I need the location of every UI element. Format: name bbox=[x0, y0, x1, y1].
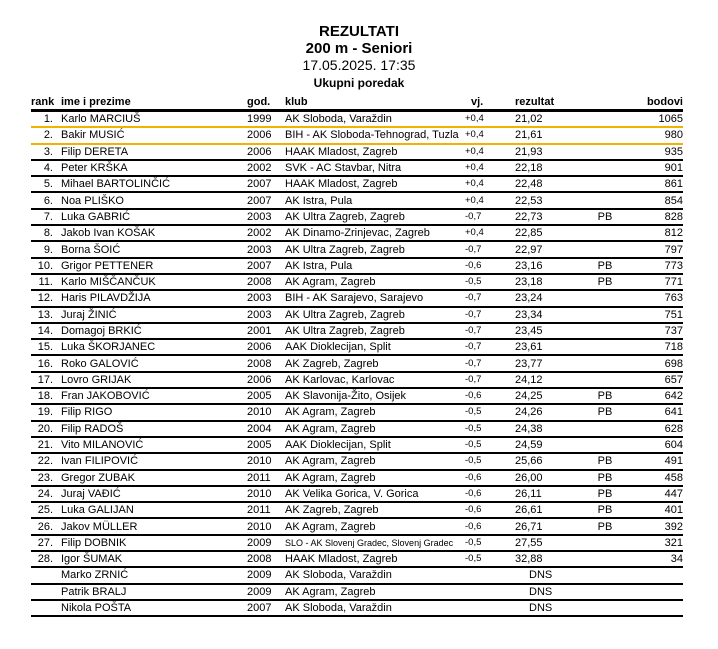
wind-cell: +0,4 bbox=[465, 127, 515, 143]
year-cell: 1999 bbox=[247, 111, 285, 128]
year-cell: 2006 bbox=[247, 339, 285, 355]
points-cell: 491 bbox=[635, 453, 683, 469]
wind-cell: -0,6 bbox=[465, 388, 515, 404]
note-cell bbox=[575, 551, 635, 567]
table-row bbox=[31, 290, 683, 306]
points-cell: 771 bbox=[635, 274, 683, 290]
rank-cell: 10. bbox=[31, 258, 57, 274]
rank-cell: 7. bbox=[31, 209, 57, 225]
rank-cell: 23. bbox=[31, 470, 57, 486]
rank-cell bbox=[31, 600, 57, 616]
points-cell: 935 bbox=[635, 144, 683, 160]
name-cell: Luka GABRIĆ bbox=[57, 209, 247, 225]
result-cell: 26,11 bbox=[515, 486, 575, 502]
result-cell: 24,59 bbox=[515, 437, 575, 453]
note-cell bbox=[575, 290, 635, 306]
table-row bbox=[31, 600, 683, 616]
year-cell: 2007 bbox=[247, 600, 285, 616]
note-cell: PB bbox=[575, 404, 635, 420]
table-row bbox=[31, 437, 683, 453]
table-row bbox=[31, 551, 683, 567]
note-cell: PB bbox=[575, 453, 635, 469]
table-header-row bbox=[31, 95, 683, 111]
result-cell: 22,53 bbox=[515, 192, 575, 208]
note-cell bbox=[575, 225, 635, 241]
name-cell: Filip DERETA bbox=[57, 144, 247, 160]
points-cell: 854 bbox=[635, 192, 683, 208]
note-cell bbox=[575, 307, 635, 323]
rank-cell: 19. bbox=[31, 404, 57, 420]
wind-cell: -0,7 bbox=[465, 241, 515, 257]
year-cell: 2009 bbox=[247, 584, 285, 600]
wind-cell: +0,4 bbox=[465, 192, 515, 208]
name-cell: Patrik BRALJ bbox=[57, 584, 247, 600]
wind-cell: -0,5 bbox=[465, 404, 515, 420]
wind-cell: -0,6 bbox=[465, 486, 515, 502]
club-cell: AK Sloboda, Varaždin bbox=[285, 111, 465, 128]
wind-cell: -0,7 bbox=[465, 290, 515, 306]
result-cell: 23,61 bbox=[515, 339, 575, 355]
wind-cell: -0,5 bbox=[465, 274, 515, 290]
name-cell: Lovro GRIJAK bbox=[57, 372, 247, 388]
table-row bbox=[31, 453, 683, 469]
points-cell: 812 bbox=[635, 225, 683, 241]
name-cell: Marko ZRNIĆ bbox=[57, 567, 247, 583]
club-cell: AAK Dioklecijan, Split bbox=[285, 339, 465, 355]
col-note bbox=[575, 95, 635, 111]
wind-cell bbox=[465, 600, 515, 616]
note-cell: PB bbox=[575, 274, 635, 290]
table-row bbox=[31, 111, 683, 128]
table-row bbox=[31, 502, 683, 518]
result-cell: 22,18 bbox=[515, 160, 575, 176]
year-cell: 2008 bbox=[247, 274, 285, 290]
club-cell: AK Istra, Pula bbox=[285, 258, 465, 274]
wind-cell: -0,6 bbox=[465, 502, 515, 518]
points-cell: 401 bbox=[635, 502, 683, 518]
rank-cell: 15. bbox=[31, 339, 57, 355]
name-cell: Karlo MARCIUŠ bbox=[57, 111, 247, 128]
note-cell bbox=[575, 192, 635, 208]
note-cell bbox=[575, 600, 635, 616]
name-cell: Gregor ZUBAK bbox=[57, 470, 247, 486]
col-year: god. bbox=[247, 95, 285, 111]
result-cell: 24,26 bbox=[515, 404, 575, 420]
note-cell bbox=[575, 355, 635, 371]
table-row bbox=[31, 372, 683, 388]
result-cell: 25,66 bbox=[515, 453, 575, 469]
results-table bbox=[31, 95, 683, 617]
col-result: rezultat bbox=[515, 95, 575, 111]
rank-cell: 17. bbox=[31, 372, 57, 388]
club-cell: BIH - AK Sloboda-Tehnograd, Tuzla bbox=[285, 127, 465, 143]
name-cell: Nikola POŠTA bbox=[57, 600, 247, 616]
table-row bbox=[31, 225, 683, 241]
note-cell: PB bbox=[575, 258, 635, 274]
result-cell: 26,00 bbox=[515, 470, 575, 486]
name-cell: Borna ŠOIĆ bbox=[57, 241, 247, 257]
results-title: REZULTATI bbox=[319, 23, 399, 40]
rank-cell: 11. bbox=[31, 274, 57, 290]
name-cell: Domagoj BRKIĆ bbox=[57, 323, 247, 339]
year-cell: 2008 bbox=[247, 355, 285, 371]
wind-cell: -0,7 bbox=[465, 209, 515, 225]
rank-cell: 5. bbox=[31, 176, 57, 192]
club-cell: AK Agram, Zagreb bbox=[285, 584, 465, 600]
note-cell bbox=[575, 127, 635, 143]
note-cell: PB bbox=[575, 209, 635, 225]
year-cell: 2005 bbox=[247, 437, 285, 453]
points-cell: 901 bbox=[635, 160, 683, 176]
year-cell: 2007 bbox=[247, 258, 285, 274]
note-cell bbox=[575, 567, 635, 583]
points-cell: 718 bbox=[635, 339, 683, 355]
name-cell: Filip RIGO bbox=[57, 404, 247, 420]
wind-cell: -0,6 bbox=[465, 470, 515, 486]
rank-cell: 3. bbox=[31, 144, 57, 160]
result-cell: DNS bbox=[515, 600, 575, 616]
name-cell: Luka ŠKORJANEC bbox=[57, 339, 247, 355]
rank-cell: 25. bbox=[31, 502, 57, 518]
result-cell: 22,85 bbox=[515, 225, 575, 241]
table-row bbox=[31, 258, 683, 274]
wind-cell: -0,5 bbox=[465, 551, 515, 567]
name-cell: Juraj ŽINIĆ bbox=[57, 307, 247, 323]
note-cell bbox=[575, 421, 635, 437]
wind-cell: +0,4 bbox=[465, 111, 515, 128]
year-cell: 2009 bbox=[247, 535, 285, 551]
year-cell: 2003 bbox=[247, 209, 285, 225]
note-cell: PB bbox=[575, 502, 635, 518]
points-cell: 751 bbox=[635, 307, 683, 323]
note-cell: PB bbox=[575, 518, 635, 534]
points-cell: 1065 bbox=[635, 111, 683, 128]
wind-cell: -0,5 bbox=[465, 437, 515, 453]
table-row bbox=[31, 404, 683, 420]
points-cell: 861 bbox=[635, 176, 683, 192]
year-cell: 2011 bbox=[247, 470, 285, 486]
points-cell: 828 bbox=[635, 209, 683, 225]
points-cell: 321 bbox=[635, 535, 683, 551]
wind-cell: -0,5 bbox=[465, 453, 515, 469]
rank-cell: 20. bbox=[31, 421, 57, 437]
table-row bbox=[31, 192, 683, 208]
points-cell bbox=[635, 600, 683, 616]
wind-cell bbox=[465, 567, 515, 583]
table-row bbox=[31, 355, 683, 371]
col-club: klub bbox=[285, 95, 465, 111]
year-cell: 2010 bbox=[247, 486, 285, 502]
rank-cell: 22. bbox=[31, 453, 57, 469]
rank-cell bbox=[31, 584, 57, 600]
club-cell: SVK - AC Stavbar, Nitra bbox=[285, 160, 465, 176]
wind-cell: +0,4 bbox=[465, 225, 515, 241]
event-datetime: 17.05.2025. 17:35 bbox=[302, 57, 416, 73]
year-cell: 2003 bbox=[247, 307, 285, 323]
name-cell: Grigor PETTENER bbox=[57, 258, 247, 274]
wind-cell: -0,7 bbox=[465, 307, 515, 323]
year-cell: 2009 bbox=[247, 567, 285, 583]
wind-cell: -0,7 bbox=[465, 355, 515, 371]
result-cell: 21,93 bbox=[515, 144, 575, 160]
club-cell: HAAK Mladost, Zagreb bbox=[285, 144, 465, 160]
note-cell bbox=[575, 241, 635, 257]
note-cell: PB bbox=[575, 486, 635, 502]
points-cell: 458 bbox=[635, 470, 683, 486]
club-cell: AK Ultra Zagreb, Zagreb bbox=[285, 241, 465, 257]
club-cell: AK Istra, Pula bbox=[285, 192, 465, 208]
year-cell: 2010 bbox=[247, 518, 285, 534]
wind-cell: -0,5 bbox=[465, 535, 515, 551]
rank-cell bbox=[31, 567, 57, 583]
year-cell: 2004 bbox=[247, 421, 285, 437]
year-cell: 2002 bbox=[247, 225, 285, 241]
table-row bbox=[31, 160, 683, 176]
points-cell: 642 bbox=[635, 388, 683, 404]
wind-cell: +0,4 bbox=[465, 144, 515, 160]
year-cell: 2010 bbox=[247, 404, 285, 420]
club-cell: AAK Dioklecijan, Split bbox=[285, 437, 465, 453]
points-cell: 34 bbox=[635, 551, 683, 567]
result-cell: 26,71 bbox=[515, 518, 575, 534]
table-row bbox=[31, 127, 683, 143]
points-cell: 698 bbox=[635, 355, 683, 371]
club-cell: HAAK Mladost, Zagreb bbox=[285, 176, 465, 192]
note-cell bbox=[575, 437, 635, 453]
club-cell: AK Agram, Zagreb bbox=[285, 274, 465, 290]
table-row bbox=[31, 518, 683, 534]
club-cell: AK Ultra Zagreb, Zagreb bbox=[285, 323, 465, 339]
note-cell bbox=[575, 160, 635, 176]
points-cell bbox=[635, 567, 683, 583]
name-cell: Fran JAKOBOVIĆ bbox=[57, 388, 247, 404]
year-cell: 2011 bbox=[247, 502, 285, 518]
points-cell: 447 bbox=[635, 486, 683, 502]
name-cell: Luka GALIJAN bbox=[57, 502, 247, 518]
club-cell: BIH - AK Sarajevo, Sarajevo bbox=[285, 290, 465, 306]
table-row bbox=[31, 584, 683, 600]
points-cell: 773 bbox=[635, 258, 683, 274]
note-cell bbox=[575, 111, 635, 128]
name-cell: Bakir MUSIĆ bbox=[57, 127, 247, 143]
table-row bbox=[31, 209, 683, 225]
rank-cell: 27. bbox=[31, 535, 57, 551]
name-cell: Filip RADOŠ bbox=[57, 421, 247, 437]
event-name: 200 m - Seniori bbox=[305, 40, 413, 57]
club-cell: AK Agram, Zagreb bbox=[285, 453, 465, 469]
wind-cell: -0,7 bbox=[465, 339, 515, 355]
result-cell: 21,61 bbox=[515, 127, 575, 143]
result-cell: 23,24 bbox=[515, 290, 575, 306]
name-cell: Filip DOBNIK bbox=[57, 535, 247, 551]
rank-cell: 21. bbox=[31, 437, 57, 453]
result-cell: 26,61 bbox=[515, 502, 575, 518]
points-cell: 628 bbox=[635, 421, 683, 437]
rank-cell: 8. bbox=[31, 225, 57, 241]
club-cell: AK Velika Gorica, V. Gorica bbox=[285, 486, 465, 502]
result-cell: 24,38 bbox=[515, 421, 575, 437]
year-cell: 2002 bbox=[247, 160, 285, 176]
name-cell: Igor ŠUMAK bbox=[57, 551, 247, 567]
result-cell: 23,77 bbox=[515, 355, 575, 371]
note-cell: PB bbox=[575, 388, 635, 404]
rank-cell: 6. bbox=[31, 192, 57, 208]
name-cell: Peter KRŠKA bbox=[57, 160, 247, 176]
table-row bbox=[31, 535, 683, 551]
table-row bbox=[31, 470, 683, 486]
table-row bbox=[31, 241, 683, 257]
club-cell: AK Agram, Zagreb bbox=[285, 470, 465, 486]
rank-cell: 9. bbox=[31, 241, 57, 257]
rank-cell: 12. bbox=[31, 290, 57, 306]
points-cell bbox=[635, 584, 683, 600]
rank-cell: 16. bbox=[31, 355, 57, 371]
note-cell: PB bbox=[575, 470, 635, 486]
note-cell bbox=[575, 584, 635, 600]
club-cell: HAAK Mladost, Zagreb bbox=[285, 551, 465, 567]
points-cell: 657 bbox=[635, 372, 683, 388]
club-cell: AK Ultra Zagreb, Zagreb bbox=[285, 307, 465, 323]
note-cell bbox=[575, 535, 635, 551]
rank-cell: 14. bbox=[31, 323, 57, 339]
wind-cell: -0,6 bbox=[465, 258, 515, 274]
wind-cell: -0,7 bbox=[465, 372, 515, 388]
col-rank: rank bbox=[31, 95, 57, 111]
col-name: ime i prezime bbox=[57, 95, 247, 111]
wind-cell bbox=[465, 584, 515, 600]
club-cell: SLO - AK Slovenj Gradec, Slovenj Gradec bbox=[285, 535, 465, 551]
result-cell: 23,45 bbox=[515, 323, 575, 339]
year-cell: 2007 bbox=[247, 192, 285, 208]
name-cell: Jakob Ivan KOŠAK bbox=[57, 225, 247, 241]
club-cell: AK Ultra Zagreb, Zagreb bbox=[285, 209, 465, 225]
year-cell: 2007 bbox=[247, 176, 285, 192]
section-title: Ukupni poredak bbox=[313, 76, 405, 90]
result-cell: 24,12 bbox=[515, 372, 575, 388]
note-cell bbox=[575, 323, 635, 339]
club-cell: AK Agram, Zagreb bbox=[285, 404, 465, 420]
year-cell: 2003 bbox=[247, 241, 285, 257]
year-cell: 2006 bbox=[247, 372, 285, 388]
table-row bbox=[31, 274, 683, 290]
year-cell: 2006 bbox=[247, 127, 285, 143]
points-cell: 980 bbox=[635, 127, 683, 143]
result-cell: 32,88 bbox=[515, 551, 575, 567]
points-cell: 763 bbox=[635, 290, 683, 306]
year-cell: 2003 bbox=[247, 290, 285, 306]
club-cell: AK Agram, Zagreb bbox=[285, 518, 465, 534]
club-cell: AK Sloboda, Varaždin bbox=[285, 567, 465, 583]
note-cell bbox=[575, 339, 635, 355]
result-cell: DNS bbox=[515, 567, 575, 583]
rank-cell: 24. bbox=[31, 486, 57, 502]
rank-cell: 13. bbox=[31, 307, 57, 323]
points-cell: 392 bbox=[635, 518, 683, 534]
rank-cell: 28. bbox=[31, 551, 57, 567]
club-cell: AK Agram, Zagreb bbox=[285, 421, 465, 437]
wind-cell: -0,5 bbox=[465, 421, 515, 437]
result-cell: 24,25 bbox=[515, 388, 575, 404]
name-cell: Karlo MIŠČANČUK bbox=[57, 274, 247, 290]
club-cell: AK Karlovac, Karlovac bbox=[285, 372, 465, 388]
result-cell: 27,55 bbox=[515, 535, 575, 551]
year-cell: 2001 bbox=[247, 323, 285, 339]
name-cell: Jakov MÜLLER bbox=[57, 518, 247, 534]
table-row bbox=[31, 339, 683, 355]
year-cell: 2010 bbox=[247, 453, 285, 469]
rank-cell: 4. bbox=[31, 160, 57, 176]
club-cell: AK Zagreb, Zagreb bbox=[285, 355, 465, 371]
points-cell: 797 bbox=[635, 241, 683, 257]
name-cell: Vito MILANOVIĆ bbox=[57, 437, 247, 453]
result-cell: DNS bbox=[515, 584, 575, 600]
points-cell: 641 bbox=[635, 404, 683, 420]
result-cell: 23,16 bbox=[515, 258, 575, 274]
col-points: bodovi bbox=[635, 95, 683, 111]
table-row bbox=[31, 421, 683, 437]
rank-cell: 2. bbox=[31, 127, 57, 143]
club-cell: AK Dinamo-Zrinjevac, Zagreb bbox=[285, 225, 465, 241]
result-cell: 23,18 bbox=[515, 274, 575, 290]
note-cell bbox=[575, 372, 635, 388]
result-cell: 23,34 bbox=[515, 307, 575, 323]
year-cell: 2005 bbox=[247, 388, 285, 404]
table-row bbox=[31, 567, 683, 583]
result-cell: 22,97 bbox=[515, 241, 575, 257]
year-cell: 2006 bbox=[247, 144, 285, 160]
rank-cell: 26. bbox=[31, 518, 57, 534]
table-row bbox=[31, 144, 683, 160]
wind-cell: -0,7 bbox=[465, 323, 515, 339]
rank-cell: 1. bbox=[31, 111, 57, 128]
name-cell: Ivan FILIPOVIĆ bbox=[57, 453, 247, 469]
club-cell: AK Sloboda, Varaždin bbox=[285, 600, 465, 616]
year-cell: 2008 bbox=[247, 551, 285, 567]
name-cell: Haris PILAVDŽIJA bbox=[57, 290, 247, 306]
result-cell: 21,02 bbox=[515, 111, 575, 128]
name-cell: Noa PLIŠKO bbox=[57, 192, 247, 208]
name-cell: Mihael BARTOLINČIĆ bbox=[57, 176, 247, 192]
result-cell: 22,48 bbox=[515, 176, 575, 192]
rank-cell: 18. bbox=[31, 388, 57, 404]
name-cell: Juraj VAĐIĆ bbox=[57, 486, 247, 502]
note-cell bbox=[575, 176, 635, 192]
note-cell bbox=[575, 144, 635, 160]
table-row bbox=[31, 486, 683, 502]
club-cell: AK Zagreb, Zagreb bbox=[285, 502, 465, 518]
wind-cell: -0,6 bbox=[465, 518, 515, 534]
table-row bbox=[31, 323, 683, 339]
table-row bbox=[31, 388, 683, 404]
club-cell: AK Slavonija-Žito, Osijek bbox=[285, 388, 465, 404]
wind-cell: +0,4 bbox=[465, 160, 515, 176]
name-cell: Roko GALOVIĆ bbox=[57, 355, 247, 371]
table-row bbox=[31, 307, 683, 323]
wind-cell: +0,4 bbox=[465, 176, 515, 192]
result-cell: 22,73 bbox=[515, 209, 575, 225]
points-cell: 604 bbox=[635, 437, 683, 453]
col-wind: vj. bbox=[465, 95, 515, 111]
table-row bbox=[31, 176, 683, 192]
points-cell: 737 bbox=[635, 323, 683, 339]
